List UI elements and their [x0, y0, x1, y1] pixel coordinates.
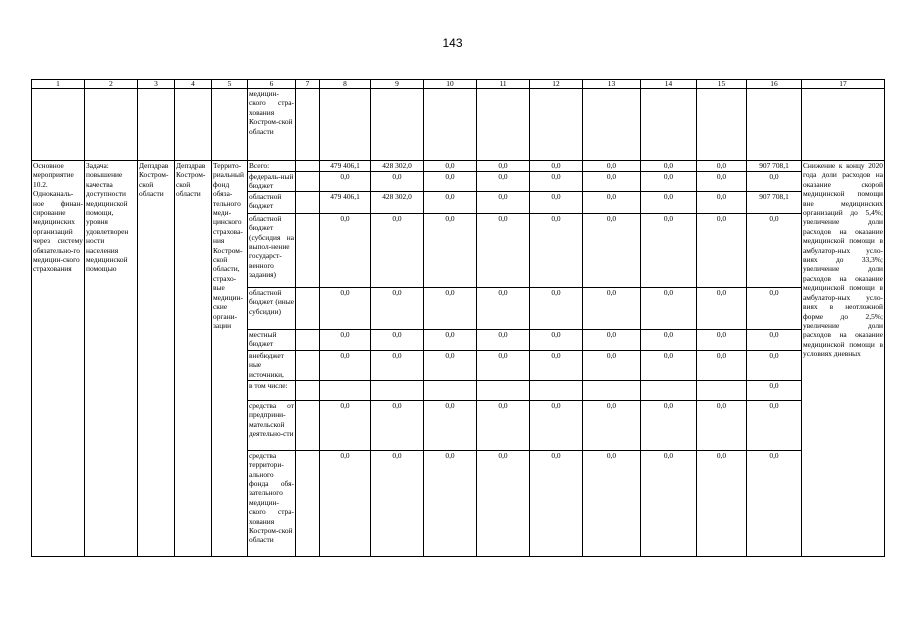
column-number: 3 [138, 80, 175, 89]
executor: Депздрав Костром-ской области [138, 161, 175, 557]
amount-cell: 0,0 [371, 450, 424, 556]
amount-cell: 0,0 [371, 400, 424, 450]
amount-cell: 0,0 [583, 329, 641, 350]
amount-cell: 0,0 [747, 450, 802, 556]
amount-cell: 0,0 [697, 161, 747, 172]
amount-cell: 0,0 [747, 329, 802, 350]
amount-cell: 0,0 [477, 350, 530, 380]
column-number: 15 [697, 80, 747, 89]
amount-cell: 0,0 [641, 450, 697, 556]
amount-cell [641, 380, 697, 400]
amount-cell: 0,0 [477, 450, 530, 556]
column-number: 11 [477, 80, 530, 89]
amount-cell: 0,0 [641, 329, 697, 350]
amount-cell: 0,0 [583, 400, 641, 450]
amount-cell: 0,0 [424, 400, 477, 450]
amount-cell: 0,0 [530, 450, 583, 556]
amount-cell: 0,0 [530, 329, 583, 350]
amount-cell: 0,0 [747, 400, 802, 450]
empty-cell [296, 172, 320, 192]
funding-source-label: Всего: [248, 161, 296, 172]
amount-cell: 0,0 [641, 191, 697, 213]
amount-cell: 0,0 [697, 287, 747, 329]
column-number: 17 [802, 80, 885, 89]
amount-cell: 0,0 [697, 350, 747, 380]
amount-cell: 0,0 [747, 380, 802, 400]
amount-cell: 0,0 [530, 400, 583, 450]
amount-cell: 0,0 [747, 213, 802, 287]
column-number: 2 [85, 80, 138, 89]
amount-cell: 0,0 [641, 213, 697, 287]
empty-cell [296, 450, 320, 556]
column-number: 7 [296, 80, 320, 89]
amount-cell: 0,0 [424, 350, 477, 380]
column-number: 4 [175, 80, 212, 89]
amount-cell: 0,0 [697, 172, 747, 192]
amount-cell [477, 380, 530, 400]
amount-cell: 0,0 [477, 287, 530, 329]
header-row [32, 80, 885, 89]
empty-cell [296, 213, 320, 287]
amount-cell [424, 380, 477, 400]
amount-cell: 0,0 [530, 172, 583, 192]
column-number: 13 [583, 80, 641, 89]
amount-cell: 0,0 [424, 172, 477, 192]
funding-source-label: местный бюджет [248, 329, 296, 350]
column-number: 6 [248, 80, 296, 89]
column-number: 9 [371, 80, 424, 89]
funding-source-label: областной бюджет (иные субсидии) [248, 287, 296, 329]
amount-cell: 0,0 [697, 329, 747, 350]
amount-cell: 0,0 [477, 161, 530, 172]
amount-cell: 0,0 [371, 172, 424, 192]
amount-cell: 0,0 [747, 350, 802, 380]
continuation-row [32, 89, 885, 161]
amount-cell: 907 708,1 [747, 191, 802, 213]
amount-cell [371, 380, 424, 400]
amount-cell: 0,0 [583, 450, 641, 556]
empty-cell [296, 161, 320, 172]
amount-cell: 0,0 [424, 329, 477, 350]
funding-source-label: внебюджет ные источники, [248, 350, 296, 380]
amount-cell: 0,0 [424, 287, 477, 329]
co-executor: Депздрав Костром-ской области [175, 161, 212, 557]
amount-cell: 0,0 [320, 450, 371, 556]
amount-cell: 0,0 [530, 287, 583, 329]
amount-cell [320, 380, 371, 400]
amount-cell: 479 406,1 [320, 161, 371, 172]
amount-cell: 0,0 [530, 191, 583, 213]
amount-cell: 428 302,0 [371, 161, 424, 172]
amount-cell: 0,0 [583, 161, 641, 172]
amount-cell: 0,0 [477, 213, 530, 287]
column-number: 5 [212, 80, 248, 89]
amount-cell: 0,0 [641, 172, 697, 192]
amount-cell: 0,0 [697, 450, 747, 556]
amount-cell: 479 406,1 [320, 191, 371, 213]
amount-cell: 0,0 [641, 400, 697, 450]
amount-cell: 0,0 [583, 172, 641, 192]
amount-cell: 0,0 [697, 400, 747, 450]
amount-cell: 0,0 [424, 161, 477, 172]
amount-cell: 0,0 [371, 287, 424, 329]
empty-cell [296, 191, 320, 213]
funding-row [32, 161, 885, 172]
amount-cell: 0,0 [371, 329, 424, 350]
empty-cell [296, 350, 320, 380]
amount-cell: 0,0 [320, 400, 371, 450]
empty-cell [296, 400, 320, 450]
amount-cell: 0,0 [530, 161, 583, 172]
amount-cell [530, 380, 583, 400]
amount-cell: 0,0 [477, 172, 530, 192]
amount-cell: 0,0 [320, 172, 371, 192]
column-number: 1 [32, 80, 85, 89]
funding-source-label: средства от предприни-мательской деятельно-сти [248, 400, 296, 450]
amount-cell: 0,0 [371, 213, 424, 287]
measure-name: Основное мероприятие 10.2. Одноканаль-ное финан-сирование медицинских организаций через систему обязательно-го медицин-ского страхования [32, 161, 85, 557]
amount-cell: 0,0 [530, 350, 583, 380]
participants: Террито-риальный фонд обяза-тельного меди-цинского страхова-ния Костром-ской области, страхо-вые медицин-ские органи-зации [212, 161, 248, 557]
column-number: 14 [641, 80, 697, 89]
amount-cell: 0,0 [747, 287, 802, 329]
column-number: 10 [424, 80, 477, 89]
task-description: Задача: повышение качества доступности медицинской помощи, уровня удовлетворен ности населения медицинской помощью [85, 161, 138, 557]
amount-cell: 0,0 [583, 287, 641, 329]
funding-source-label: областной бюджет (субсидия на выпол-нение государст-венного задания) [248, 213, 296, 287]
amount-cell: 428 302,0 [371, 191, 424, 213]
amount-cell: 0,0 [320, 329, 371, 350]
amount-cell: 0,0 [530, 213, 583, 287]
column-number: 8 [320, 80, 371, 89]
funding-source-label: в том числе: [248, 380, 296, 400]
amount-cell: 0,0 [320, 350, 371, 380]
column-number: 16 [747, 80, 802, 89]
expected-result: Снижение к концу 2020 года доли расходов на оказание скорой медицинской помощи вне медицинских организаций до 5,4%; увеличение доли расходов на оказание медицинской помощи в амбулатор-ных усло-виях до 33,3%; увеличение доли расходов на оказание медицинской помощи в амбулатор-ных усло-виях в неотложной форме до 2,5%; увеличение доли расходов на оказание медицинской помощи в условиях дневных [802, 161, 885, 557]
amount-cell: 0,0 [424, 213, 477, 287]
empty-cell [296, 380, 320, 400]
amount-cell: 0,0 [371, 350, 424, 380]
amount-cell: 0,0 [477, 400, 530, 450]
amount-cell [697, 380, 747, 400]
amount-cell: 0,0 [583, 213, 641, 287]
amount-cell [583, 380, 641, 400]
empty-cell [296, 287, 320, 329]
amount-cell: 0,0 [641, 287, 697, 329]
amount-cell: 0,0 [697, 213, 747, 287]
amount-cell: 907 708,1 [747, 161, 802, 172]
amount-cell: 0,0 [641, 350, 697, 380]
program-table [31, 79, 885, 557]
funding-source-label: областной бюджет [248, 191, 296, 213]
amount-cell: 0,0 [320, 287, 371, 329]
column-number: 12 [530, 80, 583, 89]
amount-cell: 0,0 [320, 213, 371, 287]
amount-cell: 0,0 [424, 450, 477, 556]
funding-source-label: средства территори-ального фонда обя-зательного медицин-ского стра-хования Костром-ской области [248, 450, 296, 556]
amount-cell: 0,0 [477, 329, 530, 350]
amount-cell: 0,0 [747, 172, 802, 192]
amount-cell: 0,0 [424, 191, 477, 213]
amount-cell: 0,0 [697, 191, 747, 213]
funding-source-label: федераль-ный бюджет [248, 172, 296, 192]
amount-cell: 0,0 [641, 161, 697, 172]
amount-cell: 0,0 [583, 191, 641, 213]
amount-cell: 0,0 [583, 350, 641, 380]
continuation-source-label: медицин-ского стра-хования Костром-ской области [248, 89, 296, 161]
amount-cell: 0,0 [477, 191, 530, 213]
empty-cell [296, 329, 320, 350]
page-number: 143 [442, 36, 463, 50]
